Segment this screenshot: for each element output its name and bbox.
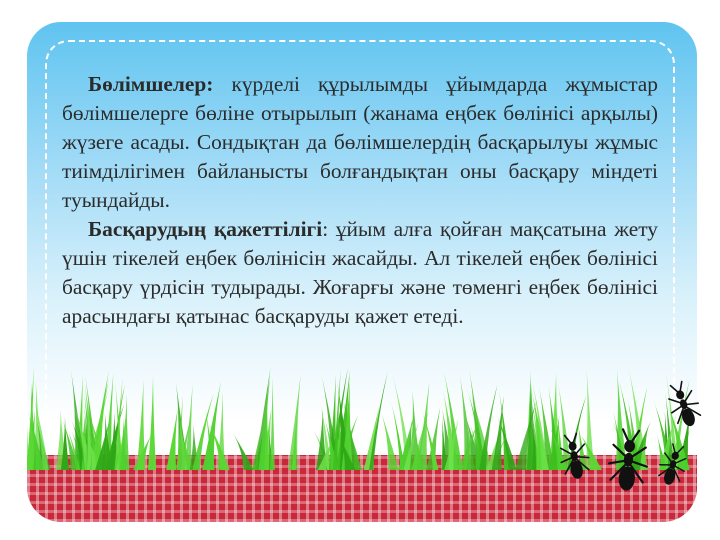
term-management-need: Басқарудың қажеттілігі [88,217,323,241]
paragraph-management-need-text: : ұйым алға қойған мақсатына жету үшін тікелей еңбек бөлінісін жасайды. Ал тікелей еңбек бөлінісі басқару үрдісін тудырады. Жоғарғы және төменгі еңбек бөлінісі арасындағы қатынас басқаруды қажет етеді. [62,217,659,328]
ant-icon [663,379,705,431]
ant-icon [557,432,592,481]
paragraph-departments [62,70,658,215]
slide-body-text [62,70,658,331]
ant-icon [607,428,650,492]
ant-icon [655,442,690,488]
paragraph-departments-text: күрделі құрылымды ұйымдарда жұмыстар бөлімшелерге бөліне отырылып (жанама еңбек бөлінісі арқылы) жүзеге асады. Сондықтан да бөлімшелердің басқарылуы жұмыс тиімділігімен байланысты болғандықтан оны басқару міндеті туындайды. [62,72,658,212]
ants-group [540,370,710,510]
term-departments: Бөлімшелер: [88,72,214,96]
paragraph-management-need [62,215,658,331]
